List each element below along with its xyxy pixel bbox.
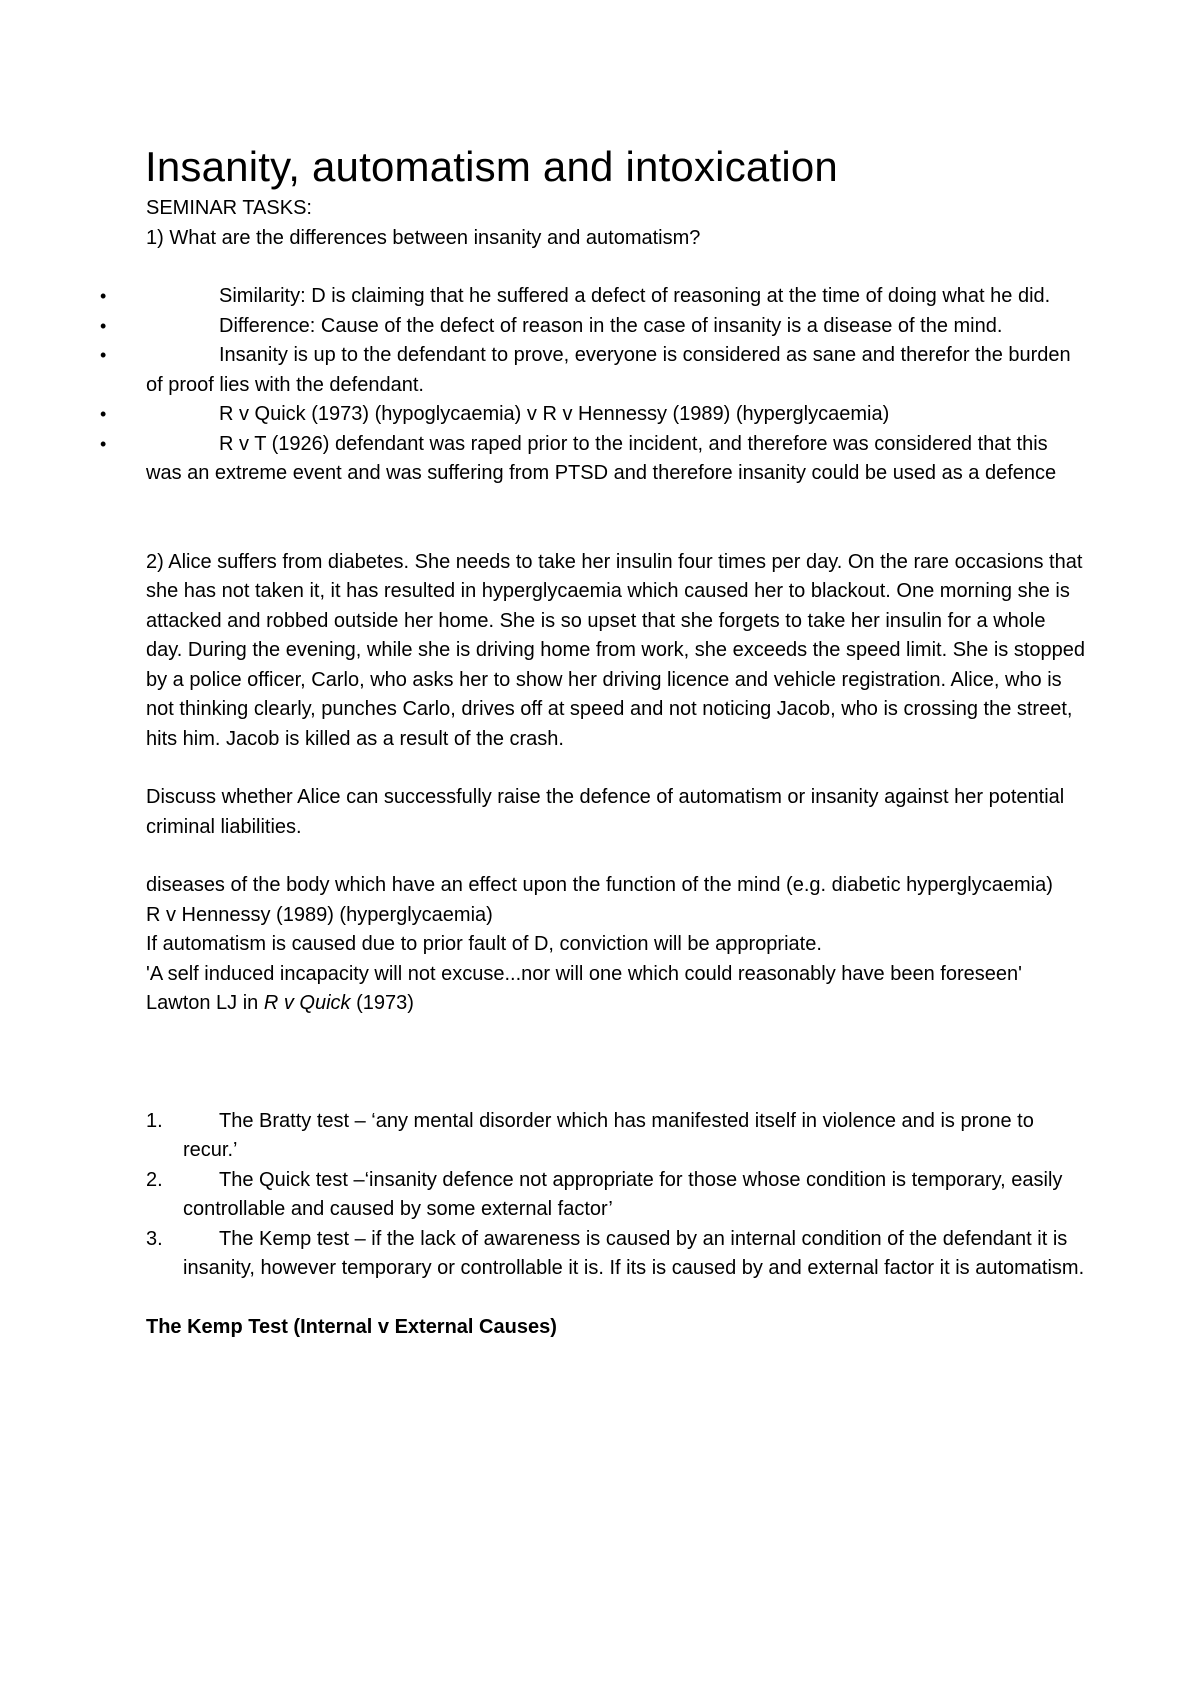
- list-number: 1.: [146, 1109, 163, 1132]
- question-2: 2) Alice suffers from diabetes. She needs to take her insulin four times per day. On the rare occasions that she has not taken it, it has resulted in hyperglycaemia which caused her to blackout. One morning she is attacked and robbed outside her home. She is so upset that she forgets to take her insulin for a whole day. During the evening, while she is driving home from work, she exceeds the speed limit. She is stopped by a police officer, Carlo, who asks her to show her driving licence and vehicle registration. Alice, who is not thinking clearly, punches Carlo, drives off at speed and not noticing Jacob, who is crossing the street, hits him. Jacob is killed as a result of the crash.: [146, 550, 1086, 750]
- lawton-quote: [146, 960, 1086, 1019]
- list-item-text: Difference: Cause of the defect of reason in the case of insanity is a disease of the mind.: [219, 314, 1003, 337]
- document-title: Insanity, automatism and intoxication: [145, 143, 838, 190]
- list-item: [146, 1225, 1086, 1284]
- note-prior-fault: If automatism is caused due to prior fault of D, conviction will be appropriate.: [146, 933, 822, 955]
- differences-list: [100, 282, 1086, 489]
- list-number: 2.: [146, 1168, 163, 1191]
- list-number: 3.: [146, 1227, 163, 1250]
- list-item: [146, 1166, 1086, 1225]
- quote-case: R v Quick: [263, 992, 351, 1014]
- list-item: [100, 312, 1086, 342]
- list-item-text: R v T (1926) defendant was raped prior to the incident, and therefore was considered that this was an extreme event and was suffering from PTSD and therefore insanity could be used as a defence: [146, 432, 1057, 484]
- question-1: 1) What are the differences between insanity and automatism?: [146, 226, 701, 249]
- bullet-icon: •: [100, 345, 107, 365]
- bullet-icon: •: [100, 286, 107, 306]
- spacer: [146, 253, 1086, 282]
- discuss-prompt: Discuss whether Alice can successfully raise the defence of automatism or insanity against her potential criminal liabilities.: [146, 786, 1065, 838]
- list-item: [100, 430, 1086, 489]
- list-item-text: The Bratty test – ‘any mental disorder which has manifested itself in violence and is prone to recur.’: [183, 1109, 1034, 1161]
- bullet-icon: •: [100, 433, 107, 454]
- spacer: [146, 489, 1086, 548]
- list-item: [100, 282, 1086, 312]
- spacer: [146, 1284, 1086, 1313]
- bullet-icon: •: [100, 315, 107, 336]
- list-item-text: Similarity: D is claiming that he suffered a defect of reasoning at the time of doing what he did.: [219, 285, 1051, 307]
- quote-year: (1973): [350, 992, 414, 1014]
- list-item: [100, 341, 1086, 400]
- quote-text: 'A self induced incapacity will not excuse...nor will one which could reasonably have been foreseen' Lawton LJ in: [146, 962, 1022, 1014]
- spacer: [146, 1019, 1086, 1107]
- list-item: [100, 400, 1086, 430]
- note-hennessy: R v Hennessy (1989) (hyperglycaemia): [146, 903, 493, 926]
- list-item-text: The Quick test –‘insanity defence not appropriate for those whose condition is temporary, easily controllable and caused by some external factor’: [183, 1168, 1063, 1220]
- spacer: [146, 842, 1086, 871]
- note-diseases: diseases of the body which have an effect upon the function of the mind (e.g. diabetic hyperglycaemia): [146, 874, 1053, 896]
- list-item-text: The Kemp test – if the lack of awareness is caused by an internal condition of the defendant it is insanity, however temporary or controllable it is. If its is caused by and external factor it is automatism.: [183, 1227, 1085, 1279]
- tests-list: [146, 1107, 1086, 1284]
- spacer: [146, 754, 1086, 783]
- seminar-label: SEMINAR TASKS:: [146, 197, 312, 219]
- bullet-icon: •: [100, 404, 107, 424]
- list-item-text: R v Quick (1973) (hypoglycaemia) v R v Hennessy (1989) (hyperglycaemia): [219, 403, 890, 425]
- kemp-test-heading: The Kemp Test (Internal v External Causes): [146, 1315, 557, 1338]
- list-item-text: Insanity is up to the defendant to prove, everyone is considered as sane and therefor the burden of proof lies with the defendant.: [146, 344, 1071, 396]
- document-body: [100, 140, 1086, 1342]
- list-item: [146, 1107, 1086, 1166]
